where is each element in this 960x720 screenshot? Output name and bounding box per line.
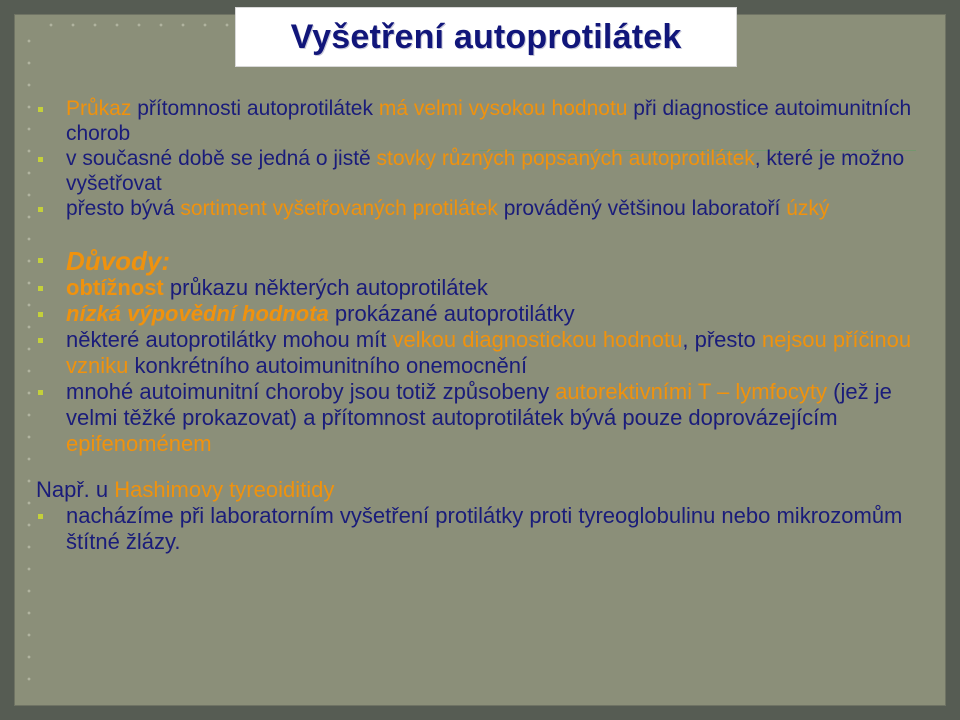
title-box xyxy=(236,8,736,66)
reason-1 xyxy=(38,275,938,301)
bullet-2 xyxy=(38,146,938,196)
reason-1-text: průkazu některých autoprotilátek xyxy=(163,275,488,300)
bullet-1-text: přítomnosti autoprotilátek xyxy=(131,97,379,120)
example-bullet xyxy=(38,503,938,555)
reason-3-text-end: konkrétního autoimunitního onemocnění xyxy=(128,353,528,378)
reasons-heading-bullet xyxy=(38,247,938,275)
example-bullet-text: nacházíme při laboratorním vyšetření protilátky proti tyreoglobulinu nebo mikrozomům štítné žlázy. xyxy=(66,503,903,554)
reason-2-key: nízká výpovědní hodnota xyxy=(66,301,329,326)
bullet-2-text: v současné době se jedná o jistě xyxy=(66,147,377,170)
slide-content xyxy=(38,96,938,555)
reason-4-text-mid: (jež je velmi těžké prokazovat) a přítomnost autoprotilátek bývá pouze doprovázejícím xyxy=(66,379,892,430)
reason-3-highlight-2: nejsou příčinou vzniku xyxy=(66,327,912,378)
reason-2 xyxy=(38,301,938,327)
reason-3-highlight: velkou diagnostickou hodnotu xyxy=(392,327,683,352)
reason-3 xyxy=(38,327,938,379)
bullet-3-highlight-end: úzký xyxy=(786,197,830,220)
reason-3-text-mid: , přesto xyxy=(682,327,762,352)
reason-4-text: mnohé autoimunitní choroby jsou totiž způsobeny xyxy=(66,379,556,404)
reason-4-highlight: autorektivními T – lymfocyty xyxy=(555,379,828,404)
reason-1-key: obtížnost xyxy=(66,275,164,300)
bullet-1-text-end: při diagnostice autoimunitních chorob xyxy=(66,97,912,145)
decorative-dots-vertical xyxy=(24,30,34,690)
example-line xyxy=(36,477,938,503)
reason-2-text: prokázané autoprotilátky xyxy=(328,301,575,326)
bullet-1-key: Průkaz xyxy=(66,97,132,120)
example-highlight: Hashimovy tyreoiditidy xyxy=(114,477,335,502)
bullet-1-highlight: má velmi vysokou hodnotu xyxy=(378,97,628,120)
reason-3-text: některé autoprotilátky mohou mít xyxy=(66,327,393,352)
reason-4 xyxy=(38,379,938,457)
spacer xyxy=(38,221,938,247)
bullet-3-text: přesto bývá xyxy=(66,197,181,220)
reason-4-highlight-end: epifenoménem xyxy=(66,431,212,456)
bullet-3 xyxy=(38,196,938,221)
bullet-3-highlight: sortiment vyšetřovaných protilátek xyxy=(180,197,498,220)
decorative-dots-horizontal xyxy=(40,20,230,30)
bullet-2-text-end: , které je možno vyšetřovat xyxy=(66,147,905,195)
spacer xyxy=(38,457,938,477)
example-text: Např. u xyxy=(36,477,115,502)
bullet-1 xyxy=(38,96,938,146)
bullet-3-text-mid: prováděný většinou laboratoří xyxy=(497,197,787,220)
reasons-heading: Důvody: xyxy=(66,246,170,276)
bullet-2-highlight: stovky různých popsaných autoprotilátek xyxy=(376,147,755,170)
slide-title: Vyšetření autoprotilátek xyxy=(290,17,682,56)
